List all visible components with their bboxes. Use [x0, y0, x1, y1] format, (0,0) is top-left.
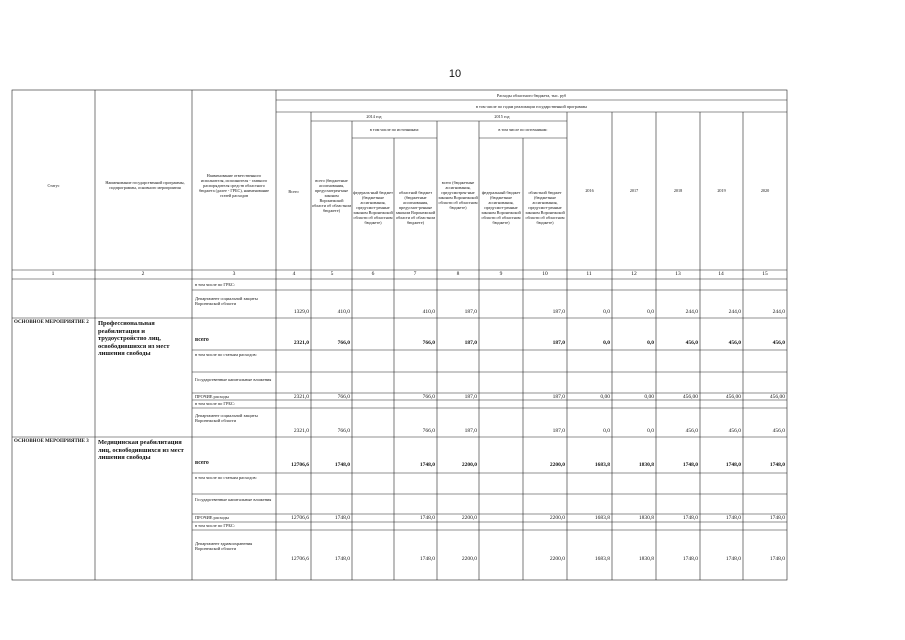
- table-cell-value: 456,0: [685, 428, 698, 434]
- colnum-8: 8: [456, 271, 460, 277]
- row-label-total: всего: [195, 337, 209, 343]
- colnum-4: 4: [292, 271, 296, 277]
- header-sub-title: в том числе по годам реализации государственной программы: [476, 103, 587, 109]
- table-cell-value: 456,0: [772, 428, 785, 434]
- header-all-2015: всего (бюджетные ассигнования, предусмотрен-ные законом Воронежской области об областном бюджете): [438, 180, 478, 210]
- row-label: в том числе по статьям расходов:: [195, 475, 257, 480]
- header-2019: 2019: [717, 187, 726, 193]
- table-cell-value: 456,00: [769, 394, 785, 400]
- colnum-14: 14: [718, 271, 724, 277]
- header-all-2014: всего (бюджетные ассигнования, предусмотрен-ные законом Воронежской области об областном бюджете): [312, 177, 351, 213]
- table-cell-value: 1683,8: [594, 462, 610, 468]
- table-cell-value: 12706,6: [291, 556, 309, 562]
- table-cell-value: 1748,0: [334, 556, 350, 562]
- header-2018: 2018: [673, 187, 683, 193]
- table-cell-value: 1830,8: [638, 462, 654, 468]
- table-cell-value: 12706,6: [291, 462, 309, 468]
- table-cell-value: 1683,8: [594, 515, 610, 521]
- table-cell-value: 2200,0: [461, 556, 477, 562]
- colnum-15: 15: [762, 271, 768, 277]
- table-cell-value: 1748,0: [769, 462, 785, 468]
- table-cell-value: 0,00: [600, 394, 610, 400]
- header-year-2014: 2014 год: [366, 114, 382, 119]
- row-label: Департамент здравоохранения Воронежской области: [195, 541, 253, 551]
- table-cell-value: 456,00: [725, 394, 741, 400]
- table-cell-value: 766,0: [422, 394, 435, 400]
- table-cell-value: 1748,0: [769, 556, 785, 562]
- table-cell-value: 1748,0: [682, 556, 698, 562]
- header-status: Статус: [47, 182, 60, 188]
- page-number: 10: [448, 68, 462, 80]
- colnum-3: 3: [232, 271, 236, 277]
- table-cell-value: 410,0: [422, 309, 435, 315]
- status-measure-3: ОСНОВНОЕ МЕРОПРИЯТИЕ 3: [14, 439, 89, 444]
- colnum-12: 12: [631, 271, 637, 277]
- table-cell-value: 1748,0: [419, 556, 435, 562]
- table-cell-value: 2200,0: [461, 515, 477, 521]
- table-cell-value: 456,0: [772, 340, 785, 346]
- table-cell-value: 2200,0: [461, 462, 477, 468]
- header-reg-2015: областной бюджет (бюджетные ассигнования, предусмот-ренные законом Воронежской области об областном бюджете): [525, 190, 565, 225]
- row-label: в том числе по ГРБС:: [195, 401, 236, 406]
- table-cell-value: 187,0: [464, 309, 477, 315]
- header-2016: 2016: [585, 187, 594, 193]
- table-cell-value: 2321,0: [293, 394, 309, 400]
- header-program-name: Наименование государственной программы, подпрограммы, основного мероприятия: [105, 180, 185, 190]
- table-cell-value: 2321,0: [293, 340, 309, 346]
- table-cell-value: 766,0: [337, 340, 350, 346]
- table-cell-value: 187,0: [552, 340, 565, 346]
- header-sources-2015: в том числе по источникам:: [498, 127, 548, 132]
- header-year-2015: 2015 год: [494, 114, 510, 119]
- table-cell-value: 0,0: [603, 340, 610, 346]
- colnum-9: 9: [499, 271, 503, 277]
- colnum-10: 10: [542, 271, 548, 277]
- row-label: Департамент социальной защиты Воронежской области: [195, 413, 258, 423]
- colnum-5: 5: [330, 271, 334, 277]
- table-cell-value: 456,00: [682, 394, 698, 400]
- table-cell-value: 1748,0: [334, 462, 350, 468]
- header-fed-2014: федераль-ный бюджет (бюджетные ассигнования, предусмот-ренные законом Воронежской области об областном бюджете): [353, 190, 393, 225]
- table-cell-value: 1748,0: [334, 515, 350, 521]
- table-cell-value: 1748,0: [419, 515, 435, 521]
- row-label: в том числе по ГРБС:: [195, 523, 236, 528]
- table-cell-value: 2321,0: [293, 428, 309, 434]
- table-cell-value: 1683,8: [594, 556, 610, 562]
- table-cell-value: 456,0: [685, 340, 698, 346]
- table-cell-value: 0,0: [603, 428, 610, 434]
- table-cell-value: 0,0: [647, 428, 654, 434]
- table-cell-value: 187,0: [552, 428, 565, 434]
- header-sources-2014: в том числе по источникам:: [369, 127, 420, 132]
- table-cell-value: 187,0: [464, 394, 477, 400]
- table-cell-value: 0,0: [603, 309, 610, 315]
- header-total: Всего: [288, 188, 299, 194]
- table-cell-value: 187,0: [552, 394, 565, 400]
- table-cell-value: 766,0: [337, 428, 350, 434]
- table-cell-value: 2200,0: [549, 515, 565, 521]
- row-label: в том числе по ГРБС:: [195, 282, 236, 287]
- table-cell-value: 1748,0: [682, 462, 698, 468]
- program-name-3: Медицинская реабилитация лиц, освободившихся из мест лишения свободы: [98, 439, 184, 461]
- table-cell-value: 0,00: [644, 394, 654, 400]
- colnum-13: 13: [675, 271, 681, 277]
- colnum-11: 11: [586, 271, 592, 277]
- row-label: Государственные капитальные вложения: [195, 377, 272, 382]
- table-cell-value: 1748,0: [419, 462, 435, 468]
- table-cell-value: 187,0: [552, 309, 565, 315]
- table-cell-value: 1329,0: [293, 309, 309, 315]
- table-cell-value: 1748,0: [769, 515, 785, 521]
- status-measure-2: ОСНОВНОЕ МЕРОПРИЯТИЕ 2: [14, 320, 89, 325]
- row-label: Государственные капитальные вложения: [195, 497, 272, 502]
- program-name-2: Профессиональная реабилитация и трудоустройство лиц, освободившихся из мест лишения свободы: [98, 320, 170, 357]
- colnum-2: 2: [141, 271, 145, 277]
- table-cell-value: 2200,0: [549, 462, 565, 468]
- row-label: ПРОЧИЕ расходы: [195, 394, 229, 399]
- table-cell-value: 187,0: [464, 428, 477, 434]
- table-cell-value: 456,0: [728, 340, 741, 346]
- header-2020: 2020: [760, 187, 770, 193]
- colnum-6: 6: [371, 271, 375, 277]
- table-cell-value: 12706,6: [291, 515, 309, 521]
- table-cell-value: 1748,0: [725, 515, 741, 521]
- table-cell-value: 410,0: [337, 309, 350, 315]
- table-cell-value: 1830,8: [638, 556, 654, 562]
- table-cell-value: 456,0: [728, 428, 741, 434]
- table-cell-value: 244,0: [685, 309, 698, 315]
- header-2017: 2017: [629, 187, 639, 193]
- header-executor: Наименование ответственного исполнителя, исполнителя - главного распорядителя средств областного бюджета (далее - ГРБС), наименование статей расходов: [198, 172, 270, 198]
- row-label: в том числе по статьям расходов:: [195, 352, 257, 357]
- row-label: ПРОЧИЕ расходы: [195, 515, 229, 520]
- table-cell-value: 1748,0: [682, 515, 698, 521]
- table-cell-value: 0,0: [647, 340, 654, 346]
- table-cell-value: 1748,0: [725, 462, 741, 468]
- row-label-total: всего: [195, 460, 209, 466]
- colnum-7: 7: [413, 271, 417, 277]
- table-cell-value: 187,0: [464, 340, 477, 346]
- row-label: Департамент социальной защиты Воронежской области: [195, 296, 258, 306]
- header-top-title: Расходы областного бюджета, тыс. руб: [496, 92, 567, 98]
- table-cell-value: 1748,0: [725, 556, 741, 562]
- header-fed-2015: федеральный бюджет (бюджетные ассигнования, предусмот-ренные законом Воронежской области об областном бюджете): [481, 190, 521, 225]
- table-cell-value: 244,0: [728, 309, 741, 315]
- table-cell-value: 766,0: [422, 340, 435, 346]
- colnum-1: 1: [51, 271, 55, 277]
- table-cell-value: 244,0: [772, 309, 785, 315]
- table-cell-value: 1830,8: [638, 515, 654, 521]
- table-cell-value: 766,0: [337, 394, 350, 400]
- table-cell-value: 766,0: [422, 428, 435, 434]
- header-reg-2014: областной бюджет (бюджетные ассигнования, предусмот-ренные законом Воронежской области об областном бюджете): [395, 190, 436, 225]
- table-cell-value: 0,0: [647, 309, 654, 315]
- table-cell-value: 2200,0: [549, 556, 565, 562]
